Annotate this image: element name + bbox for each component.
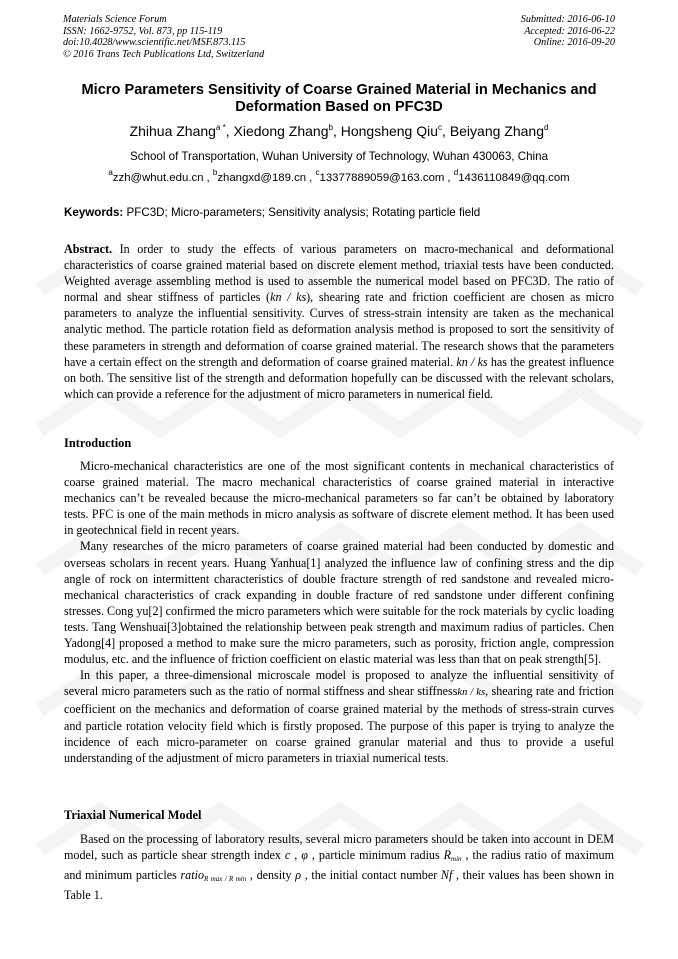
author-sup: a * <box>215 123 226 132</box>
author-sep: , <box>332 123 341 139</box>
email-sup: c <box>315 168 320 177</box>
paragraph <box>64 667 614 766</box>
affiliation: School of Transportation, Wuhan University of Technology, Wuhan 430063, China <box>129 150 549 163</box>
copyright-line: © 2016 Trans Tech Publications Ltd, Switzerland <box>63 48 265 60</box>
paragraph-text: , density <box>246 868 296 883</box>
symbol-r-min-sub: min <box>451 855 462 864</box>
stiffness-ratio: kn / ks <box>270 290 307 305</box>
symbol-ratio: ratio <box>180 868 204 883</box>
author-name: Zhihua Zhang <box>129 123 216 139</box>
email-address[interactable]: zzh@whut.edu.cn <box>112 172 204 184</box>
author-sup: c <box>438 123 443 132</box>
author-sep: , <box>225 123 234 139</box>
journal-name: Materials Science Forum <box>63 14 167 25</box>
paragraph-text: , the initial contact number <box>301 868 441 883</box>
symbol-rho: ρ <box>295 868 302 883</box>
author-name: Hongsheng Qiu <box>340 123 439 139</box>
email-sup: d <box>453 168 459 177</box>
author-list <box>20 122 658 140</box>
paragraph-text: , particle minimum radius <box>307 848 444 863</box>
abstract <box>64 241 614 402</box>
author-name: Beiyang Zhang <box>449 123 544 139</box>
paragraph <box>64 831 614 903</box>
triaxial-body <box>64 831 614 903</box>
email-address[interactable]: 13377889059@163.com <box>319 172 445 184</box>
email-list: $^a$zzh@whut.edu.cn , $^b$zhangxd@189.cn , $^c$13377889059@163.com , $^d$1436110849@qq.com <box>108 168 570 184</box>
doi-line: doi:10.4028/www.scientific.net/MSF.873.115 <box>63 37 246 49</box>
paragraph-text: , their values has been shown in Table 1. <box>64 868 615 903</box>
paragraph-text: In this paper, a three-dimensional microscale model is proposed to analyze the influential sensitivity of several micro parameters such as the ratio of normal stiffness and shear stiffness <box>64 668 614 699</box>
abstract-text: has the greatest influence on both. The sensitive list of the strength and deformation hopefully can be discussed with the relevant scholars, which can provide a reference for the adjustment of micro parameters in numerical field. <box>64 354 614 401</box>
abstract-text: ), shearing rate and friction coefficient are chosen as micro parameters to analyze the influential sensitivity. Curves of stress-strain intensity are taken as the mechanical analytic method. The particle rotation field as deformation analysis method is proposed to sort the sensitivity of these parameters in strength and deformation of coarse grained material. The research shows that the parameters have a certain effect on the strength and deformation of coarse grained material. <box>64 290 614 369</box>
issn-line: ISSN: 1662-9752, Vol. 873, pp 115-119 <box>63 25 223 37</box>
paragraph-text: Based on the processing of laboratory results, several micro parameters should be taken into account in DEM model, such as particle shear strength index <box>64 832 614 863</box>
author-name: Xiedong Zhang <box>233 123 329 139</box>
email-address[interactable]: 1436110849@qq.com <box>458 172 570 184</box>
email-sup: b <box>212 168 218 177</box>
introduction-body <box>64 458 614 766</box>
section-heading-introduction: Introduction <box>64 436 132 450</box>
author-sup: d <box>544 123 549 132</box>
header-right <box>521 14 615 49</box>
abstract-paragraph <box>64 241 614 402</box>
section-heading-triaxial: Triaxial Numerical Model <box>64 808 202 822</box>
symbol-r-min: R <box>443 848 452 863</box>
paragraph: Many researches of the micro parameters of coarse grained material had been conducted by domestic and overseas scholars in recent years. Huang Yanhua[1] analyzed the influence law of confining stress and the dip angle of rock on intermittent characteristics of double fracture strength of red sandstone and revealed micro-mechanical characteristics of crack expanding in double fracture of red sandstone under different confining stresses. Cong yu[2] confirmed the micro parameters which were suitable for the rock materials by cyclic loading tests. Tang Wenshuai[3]obtained the relationship between peak strength and maximum radius of particles. Chen Yadong[4] proposed a method to make sure the micro parameters, such as porosity, friction angle, compression modulus, etc. and the influence of friction coefficient on elastic material was less than that on peak strength[5]. <box>64 539 614 667</box>
stiffness-ratio: kn / ks <box>457 687 486 699</box>
author-sup: b <box>328 123 333 132</box>
author-sep: , <box>442 123 450 139</box>
paragraph-text: , the radius ratio of maximum and minimum particles <box>64 848 614 883</box>
symbol-c: c <box>284 848 291 863</box>
symbol-nf: Nf <box>440 868 453 883</box>
email-address[interactable]: zhangxd@189.cn <box>217 172 307 184</box>
paragraph: Micro-mechanical characteristics are one of the most significant contents in mechanical characteristics of coarse grained material. The macro mechanical characteristics of coarse grained material in interactive mechanics can’t be revealed because the micro-mechanical parameters so far can’t be obtained by laboratory tests. PFC is one of the main methods in micro analysis as software of discrete element method. It has been used in geotechnical field in recent years. <box>64 459 614 538</box>
submitted-date: Submitted: 2016-06-10 <box>520 14 615 25</box>
paragraph-text: , shearing rate and friction coefficient on the mechanics and deformation of coarse grained material by the methods of stress-strain curves and particle rotation velocity field which is firstly proposed. The purpose of this paper is trying to analyze the incidence of each micro-parameter on coarse grained granular material and thus to provide a useful understanding of the adjustment of micro parameters in triaxial numerical tests. <box>64 684 614 765</box>
abstract-text: In order to study the effects of various parameters on macro-mechanical and deformational characteristics of coarse grained material based on discrete element method, triaxial tests have been conducted. Weighted average assembling method is used to assemble the numerical model based on PFC3D. The ratio of normal and shear stiffness of particles ( <box>64 242 614 305</box>
stiffness-ratio: kn / ks <box>456 354 488 369</box>
accepted-date: Accepted: 2016-06-22 <box>524 25 615 37</box>
paper-title: Micro Parameters Sensitivity of Coarse Grained Material in Mechanics and Deformation Based on PFC3D <box>81 82 597 115</box>
keywords-text: PFC3D; Micro-parameters; Sensitivity analysis; Rotating particle field <box>126 206 481 219</box>
symbol-phi: φ <box>301 848 308 863</box>
symbol-ratio-sub: R max / R min <box>204 875 247 884</box>
header-left <box>63 14 264 60</box>
keywords <box>64 206 616 220</box>
abstract-label: Abstract. <box>64 242 113 256</box>
symbol-separator: , <box>290 848 302 863</box>
email-sup: a <box>108 168 113 177</box>
online-date: Online: 2016-09-20 <box>533 37 615 49</box>
keywords-label: Keywords: <box>64 206 124 219</box>
